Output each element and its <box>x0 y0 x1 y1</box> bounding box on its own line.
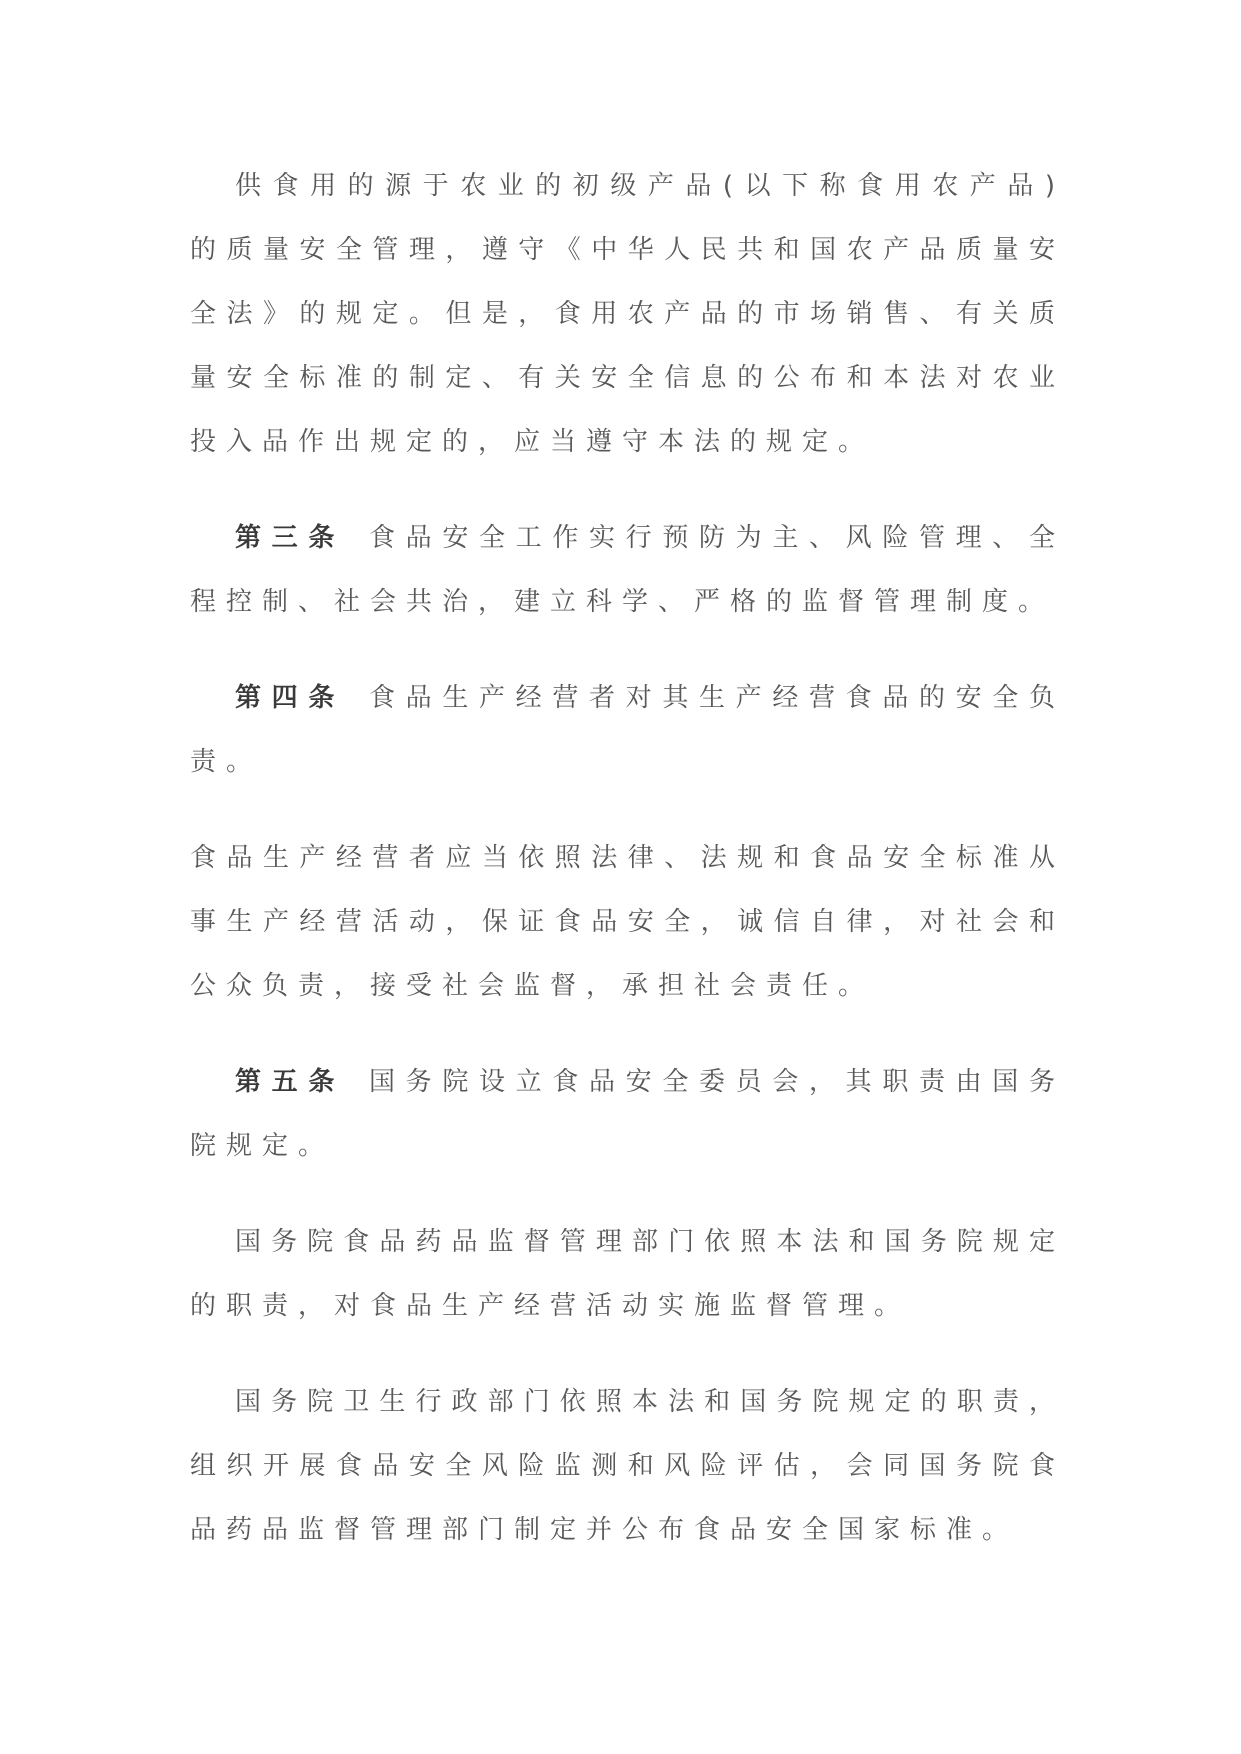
article-number: 第四条 <box>235 683 345 713</box>
paragraph-text: 国务院食品药品监督管理部门依照本法和国务院规定的职责，对食品生产经营活动实施监督管理。 <box>190 1227 1065 1321</box>
paragraph-article-3 <box>190 506 1065 634</box>
paragraph-article-4 <box>190 666 1065 794</box>
article-number: 第三条 <box>235 523 345 553</box>
paragraph-agricultural-products <box>190 154 1065 474</box>
paragraph-producer-obligations <box>190 826 1065 1018</box>
paragraph-text: 食品生产经营者应当依照法律、法规和食品安全标准从事生产经营活动，保证食品安全，诚信自律，对社会和公众负责，接受社会监督，承担社会责任。 <box>190 843 1065 1001</box>
paragraph-text: 供食用的源于农业的初级产品(以下称食用农产品)的质量安全管理，遵守《中华人民共和国农产品质量安全法》的规定。但是，食用农产品的市场销售、有关质量安全标准的制定、有关安全信息的公布和本法对农业投入品作出规定的，应当遵守本法的规定。 <box>190 171 1065 457</box>
paragraph-article-5 <box>190 1050 1065 1178</box>
paragraph-text: 食品安全工作实行预防为主、风险管理、全程控制、社会共治，建立科学、严格的监督管理制度。 <box>190 523 1065 617</box>
paragraph-text: 国务院卫生行政部门依照本法和国务院规定的职责，组织开展食品安全风险监测和风险评估，会同国务院食品药品监督管理部门制定并公布食品安全国家标准。 <box>190 1387 1065 1545</box>
article-number: 第五条 <box>235 1067 345 1097</box>
paragraph-text: 国务院设立食品安全委员会，其职责由国务院规定。 <box>190 1067 1065 1161</box>
paragraph-drug-admin-duties <box>190 1210 1065 1338</box>
paragraph-text: 食品生产经营者对其生产经营食品的安全负责。 <box>190 683 1065 777</box>
paragraph-health-admin-duties <box>190 1370 1065 1562</box>
document-body <box>190 154 1065 1594</box>
